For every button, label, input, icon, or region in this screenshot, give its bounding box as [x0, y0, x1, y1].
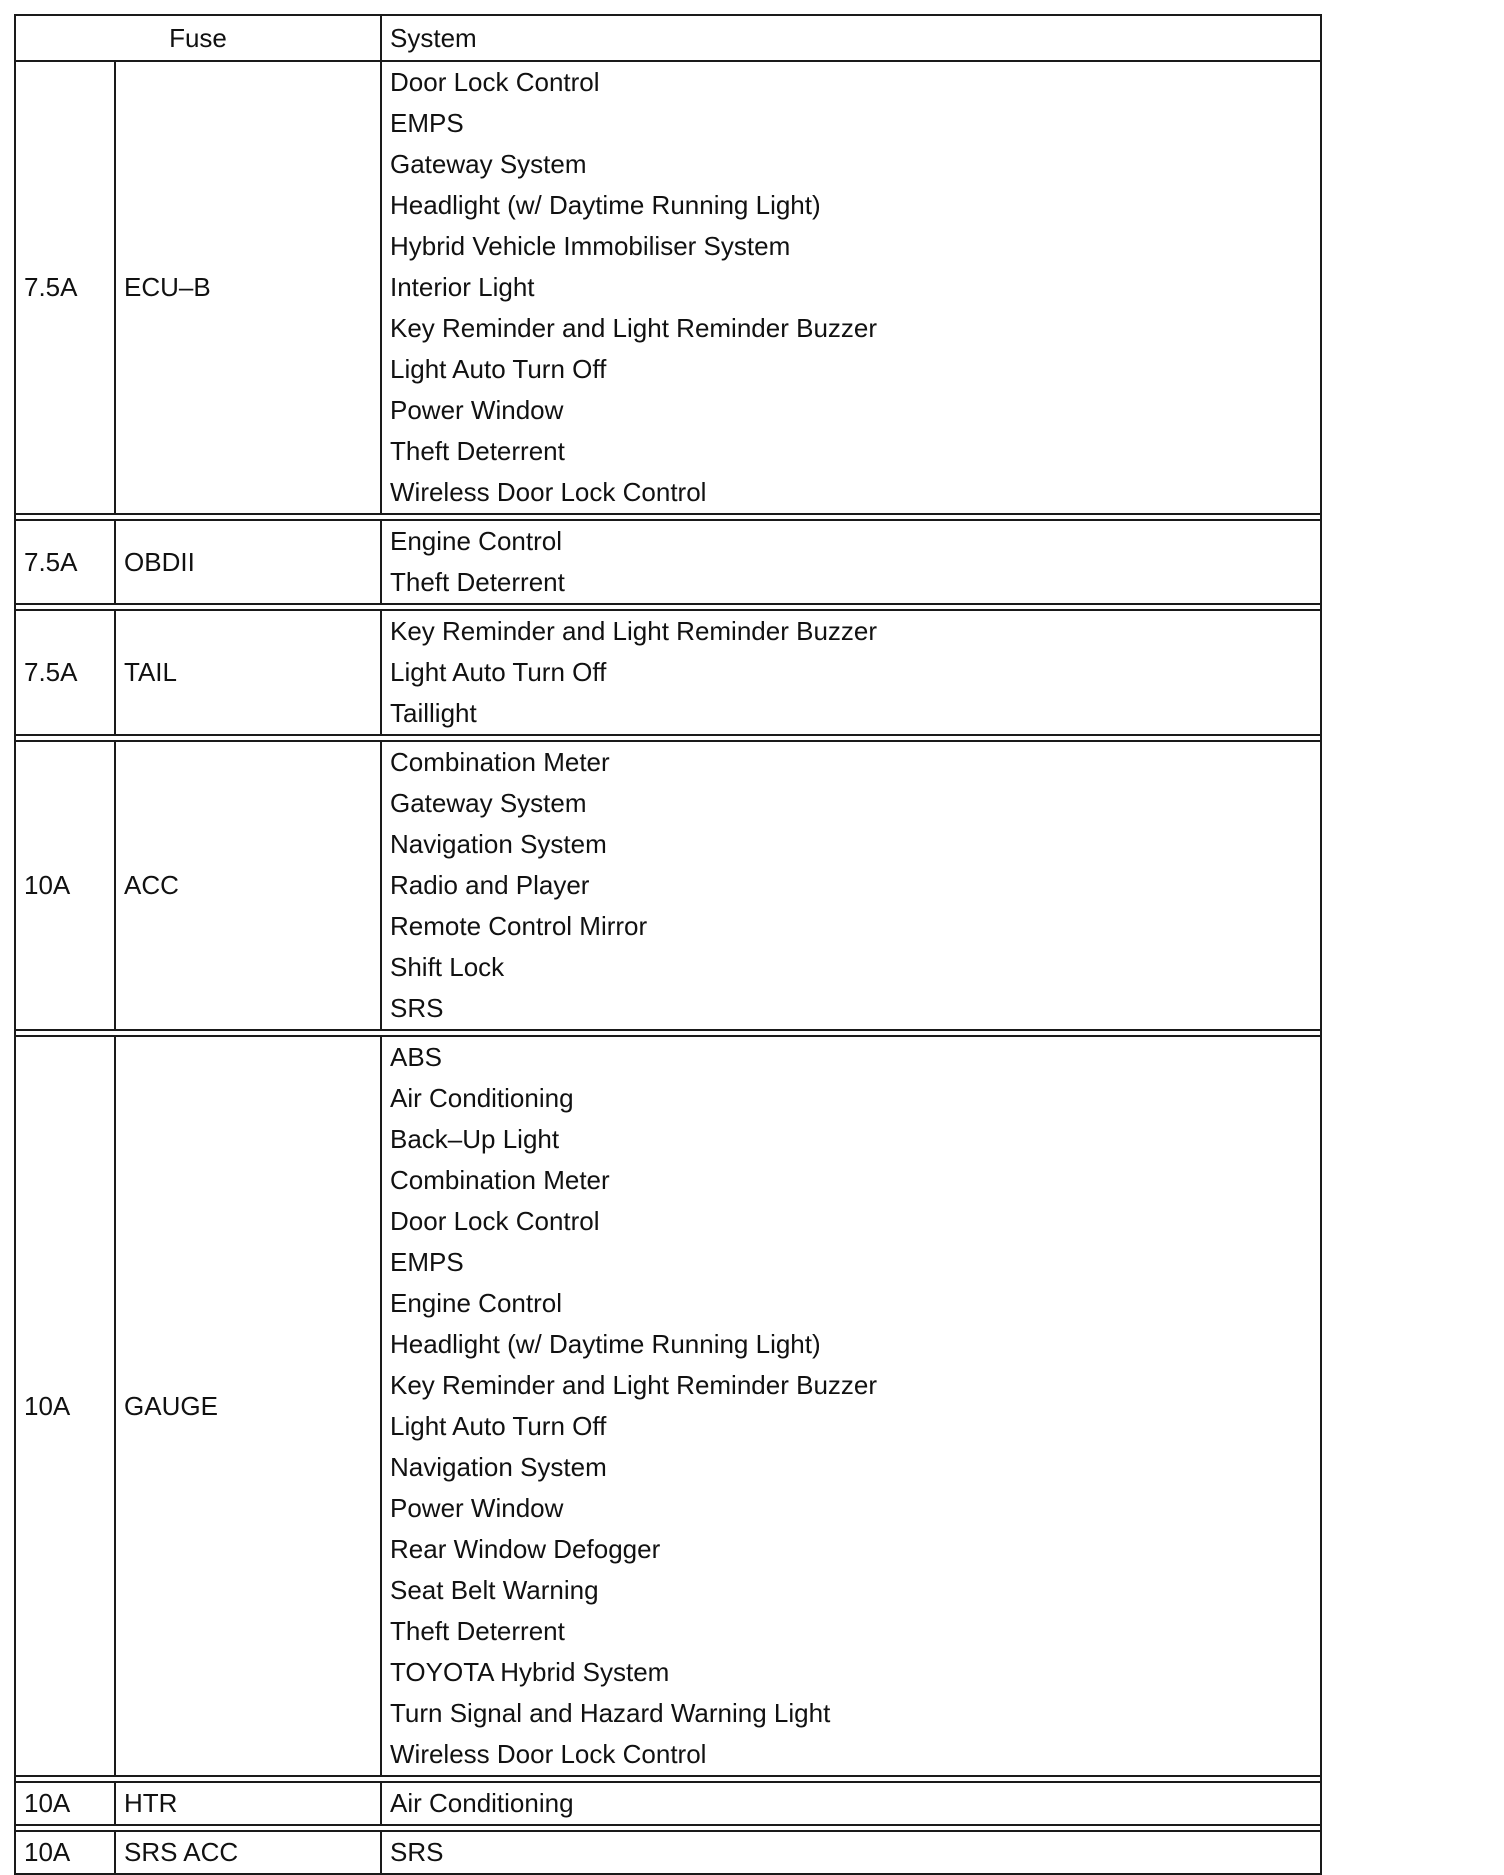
fuse-amperage-cell: 7.5A	[15, 61, 115, 514]
system-item: SRS	[390, 1837, 444, 1867]
table-row	[15, 741, 1321, 1030]
system-item: Gateway System	[390, 788, 587, 818]
system-list-cell	[381, 520, 1321, 604]
table-row	[15, 1782, 1321, 1825]
table-row	[15, 520, 1321, 604]
fuse-table-body	[15, 61, 1321, 1874]
system-item: Power Window	[390, 395, 564, 425]
system-item: Taillight	[390, 698, 477, 728]
system-list-cell	[381, 741, 1321, 1030]
fuse-amperage-cell: 7.5A	[15, 520, 115, 604]
system-item: EMPS	[390, 1247, 464, 1277]
fuse-name-cell: TAIL	[115, 610, 381, 735]
fuse-name-cell: ACC	[115, 741, 381, 1030]
system-item: Air Conditioning	[390, 1083, 574, 1113]
fuse-amperage-cell: 10A	[15, 1782, 115, 1825]
system-item: Hybrid Vehicle Immobiliser System	[390, 231, 791, 261]
system-item: Remote Control Mirror	[390, 911, 648, 941]
fuse-name-cell: ECU–B	[115, 61, 381, 514]
system-item: TOYOTA Hybrid System	[390, 1657, 670, 1687]
system-item: Engine Control	[390, 526, 562, 556]
table-row	[15, 61, 1321, 514]
system-item: Shift Lock	[390, 952, 505, 982]
system-item: Key Reminder and Light Reminder Buzzer	[390, 313, 878, 343]
system-item: Engine Control	[390, 1288, 562, 1318]
system-list-cell	[381, 610, 1321, 735]
system-item: Radio and Player	[390, 870, 590, 900]
table-header-row	[15, 15, 1321, 61]
fuse-name-cell: HTR	[115, 1782, 381, 1825]
system-item: Wireless Door Lock Control	[390, 477, 707, 507]
system-item: Theft Deterrent	[390, 567, 565, 597]
system-list-cell	[381, 1831, 1321, 1874]
system-item: Air Conditioning	[390, 1788, 574, 1818]
system-item: Door Lock Control	[390, 1206, 600, 1236]
system-item: Headlight (w/ Daytime Running Light)	[390, 190, 821, 220]
fuse-amperage-cell: 10A	[15, 1036, 115, 1776]
system-item: Turn Signal and Hazard Warning Light	[390, 1698, 831, 1728]
fuse-amperage-cell: 10A	[15, 741, 115, 1030]
system-item: Headlight (w/ Daytime Running Light)	[390, 1329, 821, 1359]
fuse-name-cell: OBDII	[115, 520, 381, 604]
table-row	[15, 610, 1321, 735]
system-item: Theft Deterrent	[390, 436, 565, 466]
system-item: Combination Meter	[390, 1165, 610, 1195]
system-item: Combination Meter	[390, 747, 610, 777]
system-item: EMPS	[390, 108, 464, 138]
fuse-amperage-cell: 10A	[15, 1831, 115, 1874]
system-item: Key Reminder and Light Reminder Buzzer	[390, 1370, 878, 1400]
fuse-column-header: Fuse	[15, 15, 381, 61]
system-item: Light Auto Turn Off	[390, 657, 607, 687]
system-item: Light Auto Turn Off	[390, 354, 607, 384]
system-item: ABS	[390, 1042, 443, 1072]
fuse-name-cell: SRS ACC	[115, 1831, 381, 1874]
system-item: Power Window	[390, 1493, 564, 1523]
system-item: Light Auto Turn Off	[390, 1411, 607, 1441]
system-item: Key Reminder and Light Reminder Buzzer	[390, 616, 878, 646]
system-list-cell	[381, 61, 1321, 514]
system-list-cell	[381, 1782, 1321, 1825]
system-item: Rear Window Defogger	[390, 1534, 661, 1564]
fuse-system-table	[14, 14, 1322, 1875]
table-row	[15, 1831, 1321, 1874]
fuse-amperage-cell: 7.5A	[15, 610, 115, 735]
system-item: SRS	[390, 993, 444, 1023]
system-item: Theft Deterrent	[390, 1616, 565, 1646]
system-item: Interior Light	[390, 272, 535, 302]
fuse-name-cell: GAUGE	[115, 1036, 381, 1776]
system-item: Back–Up Light	[390, 1124, 560, 1154]
system-column-header: System	[381, 15, 1321, 61]
system-item: Seat Belt Warning	[390, 1575, 599, 1605]
system-item: Gateway System	[390, 149, 587, 179]
system-item: Navigation System	[390, 1452, 607, 1482]
system-item: Navigation System	[390, 829, 607, 859]
system-list-cell	[381, 1036, 1321, 1776]
system-item: Door Lock Control	[390, 67, 600, 97]
system-item: Wireless Door Lock Control	[390, 1739, 707, 1769]
table-row	[15, 1036, 1321, 1776]
